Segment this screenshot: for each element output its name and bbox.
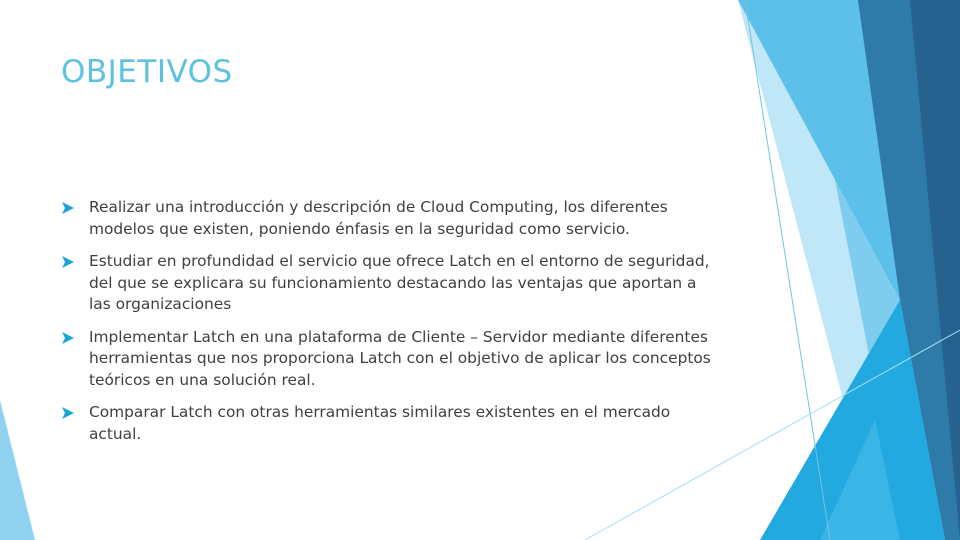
slide-title: OBJETIVOS xyxy=(61,54,233,90)
list-item xyxy=(62,327,722,392)
bullet-list xyxy=(62,197,722,456)
bullet-text: Implementar Latch en una plataforma de Cliente – Servidor mediante diferentes herramientas que nos proporciona Latch con el objetivo de aplicar los conceptos teóricos en una solución real. xyxy=(89,327,711,389)
bullet-text: Estudiar en profundidad el servicio que ofrece Latch en el entorno de seguridad, del que se explicara su funcionamiento destacando las ventajas que aportan a las organizaciones xyxy=(89,252,710,313)
diamond-arrow-icon xyxy=(62,407,74,419)
left-accent-triangle xyxy=(0,400,35,540)
diamond-arrow-icon xyxy=(62,256,74,268)
list-item xyxy=(62,251,722,316)
list-item xyxy=(62,402,722,445)
bullet-text: Realizar una introducción y descripción de Cloud Computing, los diferentes modelos que existen, poniendo énfasis en la seguridad como servicio. xyxy=(89,198,668,238)
bullet-text: Comparar Latch con otras herramientas similares existentes en el mercado actual. xyxy=(89,403,671,443)
list-item xyxy=(62,197,722,240)
diamond-arrow-icon xyxy=(62,332,74,344)
diamond-arrow-icon xyxy=(62,202,74,214)
